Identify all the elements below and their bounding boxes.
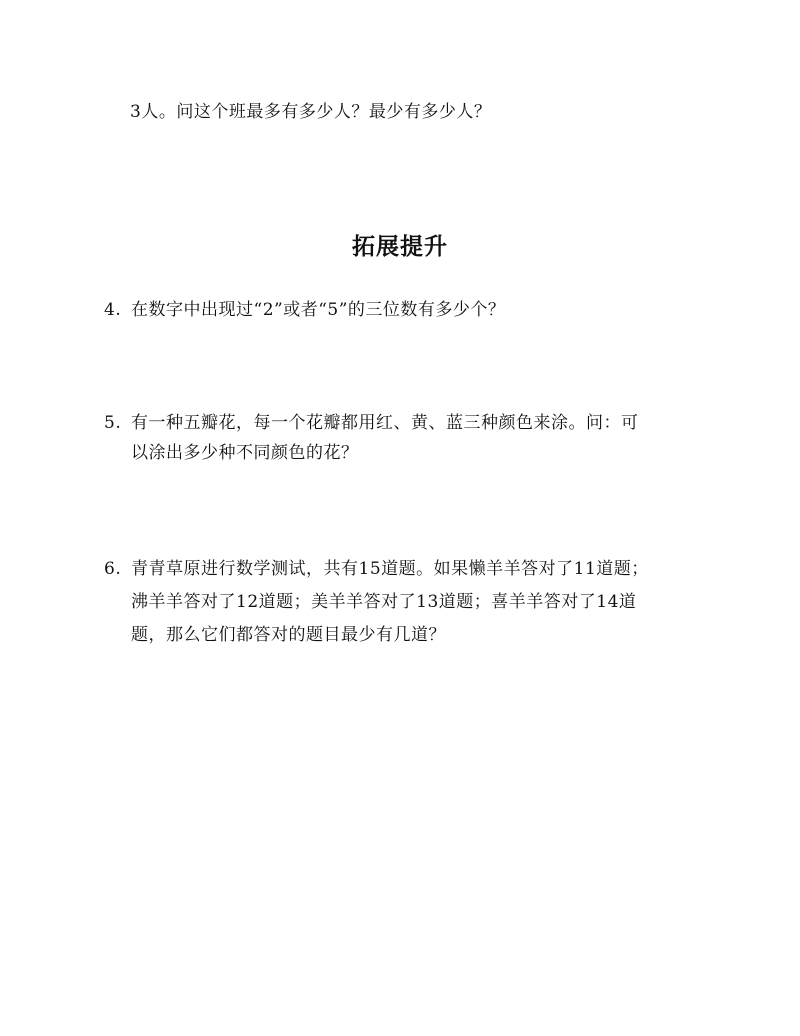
question-number: 6. bbox=[104, 559, 122, 579]
question-4-line-1 bbox=[104, 299, 505, 321]
question-text: 沸羊羊答对了12道题；美羊羊答对了13道题；喜羊羊答对了14道 bbox=[131, 592, 637, 612]
question-number: 4. bbox=[104, 300, 122, 320]
section-title: 拓展提升 bbox=[352, 234, 448, 260]
question-text: 题，那么它们都答对的题目最少有几道？ bbox=[131, 625, 446, 645]
question-text: 青青草原进行数学测试，共有15道题。如果懒羊羊答对了11道题； bbox=[131, 559, 649, 579]
question-text: 以涂出多少种不同颜色的花？ bbox=[131, 443, 359, 463]
question-5-line-1 bbox=[104, 412, 639, 434]
question-text: 在数字中出现过“2”或者“5”的三位数有多少个？ bbox=[131, 300, 506, 320]
question-text: 有一种五瓣花，每一个花瓣都用红、黄、蓝三种颜色来涂。问：可 bbox=[131, 413, 639, 433]
question-6-line-1 bbox=[104, 558, 649, 580]
continuation-text: 3人。问这个班最多有多少人？最少有多少人？ bbox=[130, 102, 492, 122]
question-number: 5. bbox=[104, 413, 122, 433]
